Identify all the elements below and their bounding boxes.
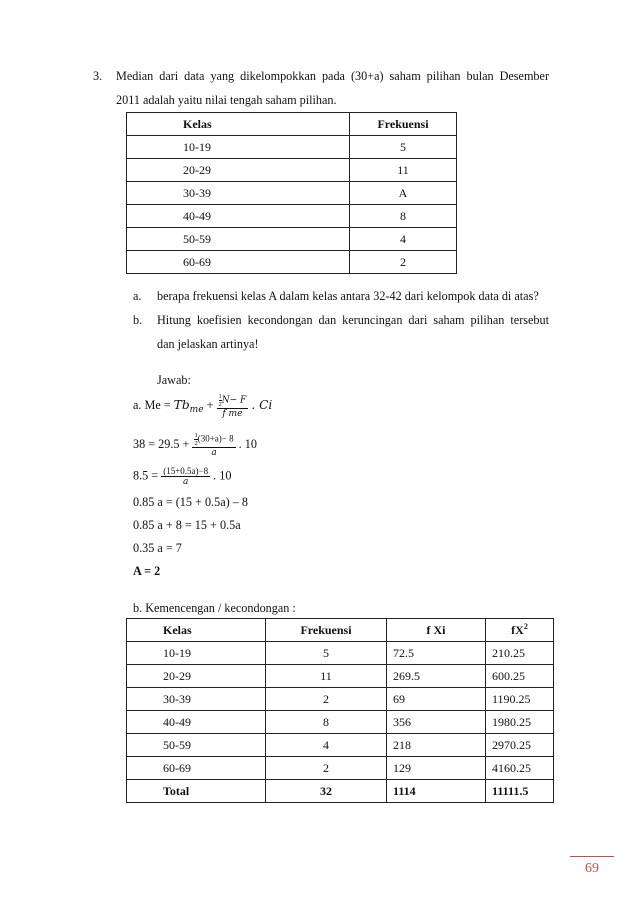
page-number-rule [570, 856, 614, 857]
simplified-fraction [161, 466, 210, 487]
table-cell: 2 [266, 688, 387, 711]
table-cell: 60-69 [127, 251, 350, 274]
table-row [127, 136, 457, 159]
table-row [127, 251, 457, 274]
table-cell: A [350, 182, 457, 205]
median-fraction [217, 393, 249, 419]
table-cell: 1980.25 [486, 711, 554, 734]
header-fxi: f Xi [387, 619, 486, 642]
formula-sub: me [189, 405, 204, 416]
table-cell: 50-59 [127, 734, 266, 757]
header-fx2-base: fX [511, 623, 524, 637]
table-row [127, 688, 554, 711]
formula-suffix: . 10 [213, 468, 232, 483]
table-row [127, 757, 554, 780]
solution-result: A = 2 [133, 564, 161, 578]
header-kelas: Kelas [127, 113, 350, 136]
table-cell: 20-29 [127, 665, 266, 688]
table-cell: 10-19 [127, 642, 266, 665]
table-row [127, 734, 554, 757]
formula-prefix: a. Me = [133, 397, 171, 412]
table-cell: 2 [266, 757, 387, 780]
substitution-fraction [192, 432, 235, 458]
fraction-denominator: f me [222, 409, 243, 419]
table-cell: 8 [350, 205, 457, 228]
header-kelas: Kelas [127, 619, 266, 642]
table-row [127, 228, 457, 251]
half-numerator: 1 [218, 393, 222, 400]
table-row [127, 711, 554, 734]
table-row [127, 205, 457, 228]
fraction-numerator: N− F [221, 395, 247, 406]
half-denominator: 2 [194, 440, 198, 447]
table-header-row [127, 619, 554, 642]
frequency-table [126, 112, 457, 274]
table-cell: 30-39 [127, 182, 350, 205]
table-cell: 32 [266, 780, 387, 803]
solution-step-1: 0.85 a = (15 + 0.5a) – 8 [133, 495, 248, 509]
formula-suffix: . 10 [238, 436, 257, 451]
table-cell: 1190.25 [486, 688, 554, 711]
table-row [127, 642, 554, 665]
table-row [127, 159, 457, 182]
table-cell: 4160.25 [486, 757, 554, 780]
subquestion-b-line2: dan jelaskan artinya! [157, 337, 259, 351]
subquestion-a-text: berapa frekuensi kelas A dalam kelas antara 32-42 dari kelompok data di atas? [157, 289, 539, 303]
table-cell: 40-49 [127, 711, 266, 734]
median-formula [133, 393, 272, 419]
formula-plus: + [206, 397, 214, 412]
table-cell: 11 [350, 159, 457, 182]
header-fx2 [486, 619, 554, 642]
table-cell: 11 [266, 665, 387, 688]
table-cell: 5 [266, 642, 387, 665]
formula-prefix: 8.5 = [133, 468, 159, 483]
substitution-formula [133, 432, 257, 458]
table-cell: 210.25 [486, 642, 554, 665]
solution-step-3: 0.35 a = 7 [133, 541, 182, 555]
half-denominator: 2 [218, 401, 222, 408]
formula-prefix: 38 = 29.5 + [133, 436, 190, 451]
table-cell: 2 [350, 251, 457, 274]
table-row [127, 182, 457, 205]
simplified-formula [133, 466, 231, 487]
table-cell: 50-59 [127, 228, 350, 251]
table-cell: 40-49 [127, 205, 350, 228]
header-frekuensi: Frekuensi [350, 113, 457, 136]
table-cell: 129 [387, 757, 486, 780]
question-number: 3. [93, 69, 103, 83]
solution-step-2: 0.85 a + 8 = 15 + 0.5a [133, 518, 241, 532]
table-cell: 269.5 [387, 665, 486, 688]
table-cell: 11111.5 [486, 780, 554, 803]
table-header-row [127, 113, 457, 136]
answer-heading: Jawab: [157, 373, 191, 387]
subquestion-a-label: a. [133, 289, 142, 303]
header-fx2-exponent: 2 [523, 622, 528, 631]
table-cell: 2970.25 [486, 734, 554, 757]
table-cell: 60-69 [127, 757, 266, 780]
question-text-line1: Median dari data yang dikelompokkan pada (30+a) saham pilihan bulan Desember [116, 69, 549, 83]
fraction-numerator: (15+0.5a)−8 [163, 466, 209, 476]
table-cell: 30-39 [127, 688, 266, 711]
table-cell: 1114 [387, 780, 486, 803]
part-b-title: b. Kemencengan / kecondongan : [133, 601, 296, 615]
table-cell: 5 [350, 136, 457, 159]
skewness-table [126, 618, 554, 803]
question-text-line2: 2011 adalah yaitu nilai tengah saham pilihan. [116, 93, 337, 107]
table-cell: Total [127, 780, 266, 803]
fraction-numerator: (30+a)− 8 [197, 433, 234, 444]
table-cell: 4 [266, 734, 387, 757]
table-cell: 218 [387, 734, 486, 757]
subquestion-b-line1: Hitung koefisien kecondongan dan keruncingan dari saham pilihan tersebut [157, 313, 549, 327]
table-cell: 20-29 [127, 159, 350, 182]
fraction-denominator: a [211, 448, 217, 458]
formula-tb: Tb [173, 397, 190, 412]
table-total-row [127, 780, 554, 803]
table-cell: 72.5 [387, 642, 486, 665]
page-number: 69 [585, 861, 599, 876]
table-cell: 356 [387, 711, 486, 734]
table-cell: 4 [350, 228, 457, 251]
table-cell: 8 [266, 711, 387, 734]
table-cell: 600.25 [486, 665, 554, 688]
subquestion-b-label: b. [133, 313, 143, 327]
table-cell: 10-19 [127, 136, 350, 159]
formula-suffix: . Ci [251, 397, 273, 412]
fraction-denominator: a [182, 477, 189, 487]
table-cell: 69 [387, 688, 486, 711]
table-row [127, 665, 554, 688]
half-numerator: 1 [194, 432, 198, 439]
header-frekuensi: Frekuensi [266, 619, 387, 642]
